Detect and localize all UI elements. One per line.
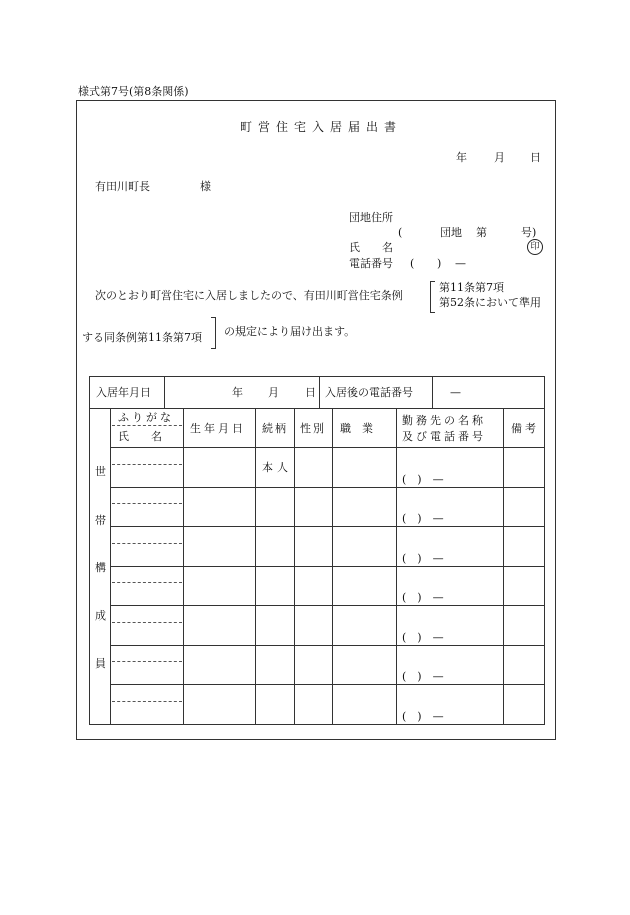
right-brace [211, 317, 216, 349]
workplace-phone: ( ) — [402, 631, 444, 644]
move-in-day: 日 [305, 386, 316, 399]
phone-label: 電話番号 [349, 257, 393, 270]
header-furigana: ふりがな [118, 411, 174, 424]
side-label-3: 構 [95, 561, 106, 574]
phone-close-paren: ) [437, 257, 442, 270]
workplace-phone: ( ) — [402, 473, 444, 486]
side-label-4: 成 [95, 609, 106, 622]
move-in-month: 月 [268, 386, 279, 399]
body-line-2a: する同条例第11条第7項 [82, 331, 202, 344]
body-line-1: 次のとおり町営住宅に入居しましたので、有田川町営住宅条例 [95, 289, 403, 302]
form-title: 町営住宅入居届出書 [240, 120, 403, 134]
header-workplace-1: 勤務先の名称 [402, 414, 486, 427]
seal-mark: 印 [527, 239, 543, 255]
unit-dai: 第 [476, 226, 487, 239]
phone-open-paren: ( [410, 257, 415, 270]
header-occupation: 職 業 [340, 422, 373, 435]
side-label-1: 世 [95, 465, 106, 478]
move-in-year: 年 [232, 386, 243, 399]
workplace-phone: ( ) — [402, 710, 444, 723]
addressee-mayor: 有田川町長 [95, 180, 150, 193]
form-number-label: 様式第7号(第8条関係) [78, 85, 189, 98]
header-relation: 続柄 [262, 422, 288, 435]
side-label-5: 員 [95, 657, 106, 670]
date-month: 月 [494, 151, 505, 164]
workplace-phone: ( ) — [402, 670, 444, 683]
header-birth: 生年月日 [190, 422, 246, 435]
workplace-phone: ( ) — [402, 552, 444, 565]
phone-after-label: 入居後の電話番号 [325, 386, 413, 399]
left-brace [430, 281, 435, 313]
header-sex: 性別 [300, 422, 326, 435]
unit-close: 号) [521, 226, 537, 239]
date-year: 年 [456, 151, 467, 164]
side-label-2: 帯 [95, 514, 106, 527]
relation-self: 本人 [262, 461, 292, 474]
phone-dash: — [455, 257, 466, 270]
brace-option-1: 第11条第7項 [439, 281, 504, 294]
phone-after-dash: — [450, 386, 461, 399]
name-label: 氏 名 [349, 241, 393, 254]
unit-open-paren: ( [398, 226, 403, 239]
unit-danchi: 団地 [440, 226, 462, 239]
address-label: 団地住所 [349, 211, 393, 224]
workplace-phone: ( ) — [402, 591, 444, 604]
body-line-2b: の規定により届け出ます。 [224, 325, 356, 338]
header-name: 氏 名 [118, 430, 162, 443]
header-workplace-2: 及び電話番号 [402, 430, 486, 443]
workplace-phone: ( ) — [402, 512, 444, 525]
brace-option-2: 第52条において準用 [439, 296, 541, 309]
date-day: 日 [530, 151, 541, 164]
header-remarks: 備考 [511, 422, 539, 435]
addressee-honorific: 様 [200, 180, 211, 193]
move-in-date-label: 入居年月日 [96, 386, 151, 399]
